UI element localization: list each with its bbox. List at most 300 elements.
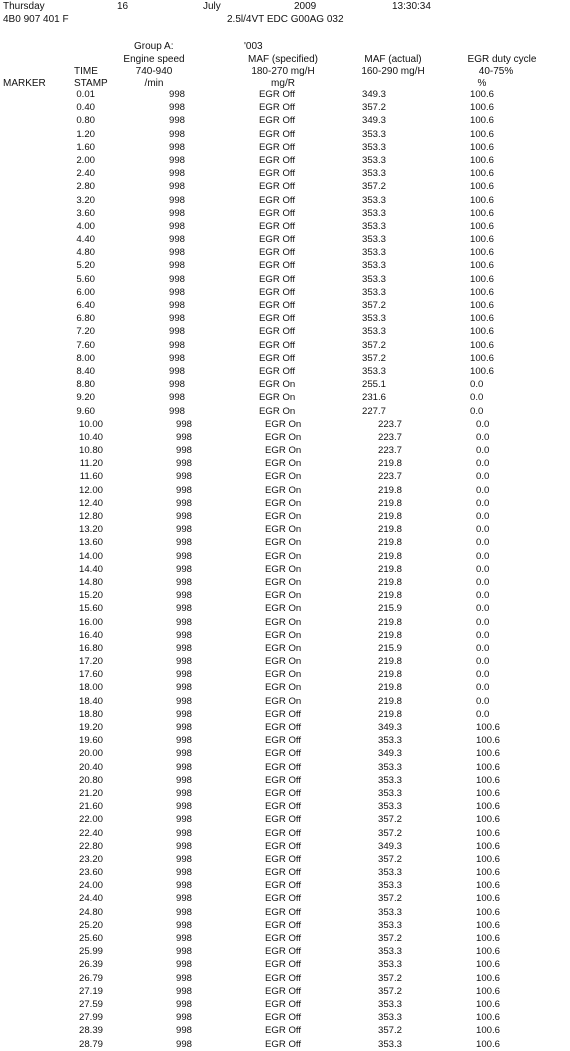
cell-egr-status: EGR Off xyxy=(265,998,302,1010)
cell-timestamp: 12.40 xyxy=(78,497,103,509)
cell-engine-speed: 998 xyxy=(168,379,185,391)
cell-engine-speed: 998 xyxy=(168,194,185,206)
cell-maf-actual: 353.3 xyxy=(361,260,386,272)
table-row xyxy=(0,1011,570,1024)
cell-maf-actual: 353.3 xyxy=(377,761,402,773)
cell-engine-speed: 998 xyxy=(175,1025,192,1037)
cell-egr-status: EGR On xyxy=(265,537,302,549)
cell-egr-status: EGR Off xyxy=(259,89,296,100)
cell-timestamp: 8.40 xyxy=(76,365,95,377)
cell-egr-status: EGR On xyxy=(265,629,302,641)
cell-egr-status: EGR Off xyxy=(265,919,302,931)
cell-egr-status: EGR Off xyxy=(259,339,296,351)
cell-egr-duty: 100.6 xyxy=(476,880,501,892)
cell-timestamp: 13.60 xyxy=(78,537,103,549)
cell-timestamp: 22.40 xyxy=(78,827,103,839)
cell-timestamp: 20.40 xyxy=(78,761,103,773)
table-row xyxy=(0,576,570,589)
cell-timestamp: 6.80 xyxy=(76,313,95,325)
cell-timestamp: 2.40 xyxy=(76,168,95,180)
cell-timestamp: 0.40 xyxy=(76,102,95,114)
cell-maf-actual: 219.8 xyxy=(377,563,402,575)
cell-engine-speed: 998 xyxy=(175,418,192,430)
cell-egr-duty: 100.6 xyxy=(476,748,501,760)
cell-engine-speed: 998 xyxy=(175,629,192,641)
maf-spec-header-unit: mg/R xyxy=(271,78,295,89)
cell-egr-status: EGR On xyxy=(265,576,302,588)
cell-engine-speed: 998 xyxy=(175,985,192,997)
cell-egr-status: EGR Off xyxy=(259,168,296,180)
table-row xyxy=(0,721,570,734)
cell-egr-status: EGR Off xyxy=(259,154,296,166)
cell-engine-speed: 998 xyxy=(175,893,192,905)
cell-timestamp: 17.20 xyxy=(78,656,103,668)
table-row xyxy=(0,761,570,774)
cell-timestamp: 9.60 xyxy=(76,405,95,417)
cell-maf-actual: 219.8 xyxy=(377,497,402,509)
table-row xyxy=(0,114,570,127)
cell-engine-speed: 998 xyxy=(168,286,185,298)
cell-egr-status: EGR Off xyxy=(259,300,296,311)
cell-egr-status: EGR Off xyxy=(265,708,302,720)
table-row xyxy=(0,906,570,919)
cell-engine-speed: 998 xyxy=(175,959,192,971)
table-row xyxy=(0,299,570,312)
cell-egr-status: EGR Off xyxy=(265,814,302,826)
cell-egr-duty: 100.6 xyxy=(470,313,495,325)
cell-egr-status: EGR Off xyxy=(265,761,302,773)
table-row xyxy=(0,497,570,510)
cell-engine-speed: 998 xyxy=(175,774,192,786)
table-row xyxy=(0,827,570,840)
cell-timestamp: 19.20 xyxy=(78,722,103,733)
cell-timestamp: 8.00 xyxy=(76,352,95,364)
cell-maf-actual: 223.7 xyxy=(377,445,402,457)
cell-egr-duty: 100.6 xyxy=(476,827,501,839)
cell-engine-speed: 998 xyxy=(175,511,192,522)
cell-timestamp: 27.99 xyxy=(78,1012,103,1024)
cell-egr-duty: 100.6 xyxy=(470,234,495,246)
cell-timestamp: 25.60 xyxy=(78,933,103,944)
cell-maf-actual: 219.8 xyxy=(377,550,402,562)
cell-maf-actual: 353.3 xyxy=(377,959,402,971)
cell-egr-duty: 100.6 xyxy=(470,128,495,140)
cell-egr-duty: 0.0 xyxy=(476,563,490,575)
cell-engine-speed: 998 xyxy=(175,1012,192,1024)
cell-egr-duty: 100.6 xyxy=(476,933,501,944)
cell-timestamp: 0.80 xyxy=(76,115,95,127)
cell-engine-speed: 998 xyxy=(168,115,185,127)
cell-maf-actual: 353.3 xyxy=(361,168,386,180)
table-row xyxy=(0,194,570,207)
table-row xyxy=(0,1024,570,1037)
table-row xyxy=(0,444,570,457)
table-row xyxy=(0,325,570,338)
cell-egr-status: EGR Off xyxy=(259,220,296,232)
cell-egr-duty: 100.6 xyxy=(476,998,501,1010)
table-row xyxy=(0,180,570,193)
table-row xyxy=(0,220,570,233)
cell-maf-actual: 231.6 xyxy=(361,392,386,404)
cell-egr-duty: 0.0 xyxy=(470,405,484,417)
table-row xyxy=(0,892,570,905)
cell-maf-actual: 349.3 xyxy=(377,748,402,760)
engine-id: 2.5l/4VT EDC G00AG 032 xyxy=(227,14,344,25)
table-row xyxy=(0,167,570,180)
cell-egr-duty: 0.0 xyxy=(476,603,490,615)
cell-egr-duty: 100.6 xyxy=(470,286,495,298)
cell-engine-speed: 998 xyxy=(175,722,192,733)
cell-egr-status: EGR Off xyxy=(259,102,296,114)
cell-egr-duty: 100.6 xyxy=(470,326,495,338)
cell-egr-duty: 100.6 xyxy=(476,1038,501,1050)
cell-egr-status: EGR Off xyxy=(265,933,302,944)
cell-engine-speed: 998 xyxy=(175,761,192,773)
cell-maf-actual: 353.3 xyxy=(361,141,386,153)
table-row xyxy=(0,470,570,483)
maf-act-header-title: MAF (actual) xyxy=(364,54,422,65)
table-row xyxy=(0,589,570,602)
cell-egr-status: EGR On xyxy=(265,616,302,628)
cell-maf-actual: 223.7 xyxy=(377,471,402,483)
cell-egr-status: EGR On xyxy=(265,497,302,509)
cell-maf-actual: 353.3 xyxy=(377,906,402,918)
table-row xyxy=(0,629,570,642)
cell-egr-duty: 100.6 xyxy=(476,761,501,773)
cell-egr-duty: 100.6 xyxy=(476,985,501,997)
cell-maf-actual: 219.8 xyxy=(377,524,402,536)
data-table xyxy=(0,88,570,1051)
cell-egr-status: EGR Off xyxy=(265,867,302,879)
table-row xyxy=(0,879,570,892)
cell-egr-duty: 100.6 xyxy=(476,919,501,931)
table-row xyxy=(0,246,570,259)
cell-egr-status: EGR On xyxy=(265,471,302,483)
time-header-line2: STAMP xyxy=(74,78,108,89)
cell-egr-duty: 100.6 xyxy=(476,840,501,852)
cell-maf-actual: 353.3 xyxy=(377,1012,402,1024)
cell-engine-speed: 998 xyxy=(168,207,185,219)
cell-engine-speed: 998 xyxy=(175,840,192,852)
table-row xyxy=(0,365,570,378)
cell-maf-actual: 215.9 xyxy=(377,642,402,654)
cell-egr-duty: 100.6 xyxy=(476,774,501,786)
cell-maf-actual: 223.7 xyxy=(377,431,402,443)
cell-maf-actual: 353.3 xyxy=(361,154,386,166)
cell-engine-speed: 998 xyxy=(175,576,192,588)
cell-maf-actual: 219.8 xyxy=(377,708,402,720)
cell-engine-speed: 998 xyxy=(175,695,192,707)
cell-maf-actual: 219.8 xyxy=(377,656,402,668)
cell-engine-speed: 998 xyxy=(168,102,185,114)
group-number: '003 xyxy=(244,41,263,52)
cell-maf-actual: 227.7 xyxy=(361,405,386,417)
cell-maf-actual: 353.3 xyxy=(361,207,386,219)
cell-egr-duty: 0.0 xyxy=(476,431,490,443)
cell-engine-speed: 998 xyxy=(175,933,192,944)
table-row xyxy=(0,708,570,721)
table-row xyxy=(0,655,570,668)
cell-egr-status: EGR Off xyxy=(259,247,296,259)
cell-egr-status: EGR Off xyxy=(259,128,296,140)
cell-egr-duty: 0.0 xyxy=(476,458,490,470)
cell-egr-duty: 100.6 xyxy=(470,141,495,153)
cell-maf-actual: 353.3 xyxy=(361,194,386,206)
cell-engine-speed: 998 xyxy=(168,392,185,404)
cell-engine-speed: 998 xyxy=(168,405,185,417)
cell-maf-actual: 353.3 xyxy=(361,273,386,285)
cell-maf-actual: 255.1 xyxy=(361,379,386,391)
cell-timestamp: 21.20 xyxy=(78,787,103,799)
cell-timestamp: 22.80 xyxy=(78,840,103,852)
table-row xyxy=(0,668,570,681)
cell-engine-speed: 998 xyxy=(175,471,192,483)
cell-egr-status: EGR Off xyxy=(265,893,302,905)
table-row xyxy=(0,616,570,629)
marker-header: MARKER xyxy=(3,78,46,89)
table-row xyxy=(0,550,570,563)
cell-timestamp: 5.20 xyxy=(76,260,95,272)
cell-egr-status: EGR Off xyxy=(259,181,296,193)
cell-maf-actual: 349.3 xyxy=(361,89,386,100)
table-row xyxy=(0,853,570,866)
cell-egr-duty: 0.0 xyxy=(476,537,490,549)
cell-egr-duty: 100.6 xyxy=(476,801,501,813)
cell-engine-speed: 998 xyxy=(175,919,192,931)
cell-maf-actual: 219.8 xyxy=(377,458,402,470)
cell-timestamp: 23.20 xyxy=(78,853,103,865)
cell-egr-duty: 100.6 xyxy=(470,207,495,219)
cell-maf-actual: 349.3 xyxy=(361,115,386,127)
speed-header-unit: /min xyxy=(144,78,164,89)
table-row xyxy=(0,536,570,549)
cell-timestamp: 25.99 xyxy=(78,946,103,958)
cell-maf-actual: 219.8 xyxy=(377,590,402,602)
cell-maf-actual: 357.2 xyxy=(377,893,402,905)
cell-egr-duty: 100.6 xyxy=(476,1025,501,1037)
cell-egr-status: EGR Off xyxy=(259,115,296,127)
weekday: Thursday xyxy=(3,1,45,12)
cell-timestamp: 10.00 xyxy=(78,418,103,430)
cell-engine-speed: 998 xyxy=(175,880,192,892)
cell-engine-speed: 998 xyxy=(175,814,192,826)
maf-spec-header-title: MAF (specified) xyxy=(247,54,319,65)
cell-timestamp: 5.60 xyxy=(76,273,95,285)
table-row xyxy=(0,378,570,391)
cell-timestamp: 7.20 xyxy=(76,326,95,338)
cell-engine-speed: 998 xyxy=(168,313,185,325)
table-row xyxy=(0,207,570,220)
table-row xyxy=(0,88,570,101)
cell-engine-speed: 998 xyxy=(175,748,192,760)
cell-egr-duty: 0.0 xyxy=(476,629,490,641)
cell-maf-actual: 353.3 xyxy=(377,919,402,931)
cell-egr-status: EGR On xyxy=(265,511,302,522)
table-row xyxy=(0,813,570,826)
cell-engine-speed: 998 xyxy=(168,128,185,140)
cell-egr-status: EGR Off xyxy=(265,1025,302,1037)
cell-maf-actual: 353.3 xyxy=(361,313,386,325)
table-row xyxy=(0,510,570,523)
day: 16 xyxy=(117,1,129,12)
cell-egr-duty: 100.6 xyxy=(470,260,495,272)
cell-timestamp: 10.40 xyxy=(78,431,103,443)
table-row xyxy=(0,958,570,971)
cell-egr-status: EGR On xyxy=(265,431,302,443)
cell-egr-duty: 0.0 xyxy=(470,392,484,404)
cell-maf-actual: 357.2 xyxy=(377,933,402,944)
table-row xyxy=(0,800,570,813)
cell-egr-duty: 0.0 xyxy=(476,616,490,628)
cell-engine-speed: 998 xyxy=(175,946,192,958)
cell-egr-status: EGR On xyxy=(265,458,302,470)
table-row xyxy=(0,642,570,655)
cell-timestamp: 25.20 xyxy=(78,919,103,931)
cell-timestamp: 22.00 xyxy=(78,814,103,826)
cell-engine-speed: 998 xyxy=(168,365,185,377)
cell-timestamp: 28.79 xyxy=(78,1038,103,1050)
cell-timestamp: 2.00 xyxy=(76,154,95,166)
cell-egr-duty: 100.6 xyxy=(470,247,495,259)
table-row xyxy=(0,945,570,958)
cell-engine-speed: 998 xyxy=(168,300,185,311)
cell-timestamp: 1.60 xyxy=(76,141,95,153)
cell-maf-actual: 349.3 xyxy=(377,840,402,852)
cell-egr-status: EGR On xyxy=(265,642,302,654)
cell-egr-duty: 0.0 xyxy=(476,669,490,681)
cell-egr-status: EGR On xyxy=(265,603,302,615)
table-row xyxy=(0,985,570,998)
cell-egr-duty: 100.6 xyxy=(476,906,501,918)
cell-maf-actual: 219.8 xyxy=(377,616,402,628)
cell-engine-speed: 998 xyxy=(175,484,192,496)
cell-egr-duty: 0.0 xyxy=(476,445,490,457)
table-row xyxy=(0,919,570,932)
cell-maf-actual: 353.3 xyxy=(361,365,386,377)
table-row xyxy=(0,681,570,694)
cell-egr-duty: 0.0 xyxy=(476,590,490,602)
cell-engine-speed: 998 xyxy=(175,656,192,668)
cell-timestamp: 11.20 xyxy=(79,458,103,470)
cell-maf-actual: 353.3 xyxy=(361,220,386,232)
table-row xyxy=(0,787,570,800)
cell-timestamp: 24.00 xyxy=(78,880,103,892)
cell-timestamp: 6.40 xyxy=(76,300,95,311)
cell-egr-status: EGR Off xyxy=(265,880,302,892)
table-row xyxy=(0,734,570,747)
cell-engine-speed: 998 xyxy=(175,1038,192,1050)
cell-egr-duty: 0.0 xyxy=(476,682,490,694)
cell-egr-duty: 100.6 xyxy=(476,814,501,826)
cell-egr-status: EGR Off xyxy=(259,141,296,153)
cell-egr-status: EGR Off xyxy=(265,748,302,760)
cell-timestamp: 0.01 xyxy=(76,89,95,100)
cell-egr-duty: 0.0 xyxy=(476,550,490,562)
cell-egr-status: EGR On xyxy=(265,682,302,694)
cell-egr-status: EGR Off xyxy=(265,985,302,997)
cell-engine-speed: 998 xyxy=(168,220,185,232)
cell-maf-actual: 223.7 xyxy=(377,418,402,430)
table-row xyxy=(0,391,570,404)
table-row xyxy=(0,259,570,272)
cell-egr-duty: 100.6 xyxy=(470,194,495,206)
cell-egr-status: EGR On xyxy=(259,405,296,417)
cell-timestamp: 15.20 xyxy=(78,590,103,602)
table-row xyxy=(0,1038,570,1051)
cell-egr-status: EGR Off xyxy=(265,906,302,918)
cell-maf-actual: 353.3 xyxy=(377,735,402,747)
cell-egr-status: EGR Off xyxy=(265,787,302,799)
cell-timestamp: 9.20 xyxy=(76,392,95,404)
cell-egr-status: EGR Off xyxy=(265,722,302,733)
cell-egr-duty: 100.6 xyxy=(470,352,495,364)
maf-act-header-range: 160-290 mg/H xyxy=(361,66,425,77)
cell-timestamp: 20.80 xyxy=(78,774,103,786)
table-row xyxy=(0,418,570,431)
cell-maf-actual: 353.3 xyxy=(377,774,402,786)
cell-engine-speed: 998 xyxy=(175,445,192,457)
cell-timestamp: 8.80 xyxy=(76,379,95,391)
cell-maf-actual: 357.2 xyxy=(377,853,402,865)
cell-egr-status: EGR Off xyxy=(259,365,296,377)
cell-timestamp: 3.60 xyxy=(76,207,95,219)
cell-egr-status: EGR Off xyxy=(259,352,296,364)
speed-header-title: Engine speed xyxy=(123,54,185,65)
cell-egr-duty: 100.6 xyxy=(470,115,495,127)
cell-timestamp: 18.40 xyxy=(78,695,103,707)
cell-timestamp: 12.00 xyxy=(78,484,103,496)
table-row xyxy=(0,352,570,365)
table-row xyxy=(0,563,570,576)
table-row xyxy=(0,484,570,497)
cell-timestamp: 27.19 xyxy=(78,985,103,997)
cell-egr-status: EGR Off xyxy=(259,313,296,325)
cell-maf-actual: 219.8 xyxy=(377,537,402,549)
cell-egr-duty: 100.6 xyxy=(470,168,495,180)
cell-engine-speed: 998 xyxy=(168,326,185,338)
cell-timestamp: 18.80 xyxy=(78,708,103,720)
cell-egr-duty: 100.6 xyxy=(470,300,495,311)
cell-timestamp: 23.60 xyxy=(78,867,103,879)
cell-engine-speed: 998 xyxy=(175,906,192,918)
cell-engine-speed: 998 xyxy=(168,154,185,166)
cell-maf-actual: 357.2 xyxy=(377,814,402,826)
cell-engine-speed: 998 xyxy=(175,827,192,839)
time-header-line1: TIME xyxy=(74,66,98,77)
cell-egr-status: EGR Off xyxy=(259,286,296,298)
cell-egr-status: EGR Off xyxy=(265,801,302,813)
cell-timestamp: 3.20 xyxy=(76,194,95,206)
cell-engine-speed: 998 xyxy=(175,801,192,813)
cell-maf-actual: 219.8 xyxy=(377,682,402,694)
cell-egr-status: EGR On xyxy=(265,524,302,536)
table-row xyxy=(0,932,570,945)
cell-maf-actual: 357.2 xyxy=(361,352,386,364)
cell-egr-duty: 0.0 xyxy=(476,656,490,668)
cell-maf-actual: 219.8 xyxy=(377,669,402,681)
cell-egr-status: EGR Off xyxy=(265,735,302,747)
cell-egr-duty: 100.6 xyxy=(470,181,495,193)
cell-engine-speed: 998 xyxy=(168,168,185,180)
table-row xyxy=(0,154,570,167)
cell-egr-status: EGR On xyxy=(259,379,296,391)
part-number: 4B0 907 401 F xyxy=(3,14,69,25)
cell-egr-duty: 0.0 xyxy=(476,418,490,430)
table-row xyxy=(0,405,570,418)
cell-timestamp: 26.79 xyxy=(78,972,103,984)
cell-egr-status: EGR On xyxy=(265,418,302,430)
cell-egr-duty: 0.0 xyxy=(476,471,490,483)
